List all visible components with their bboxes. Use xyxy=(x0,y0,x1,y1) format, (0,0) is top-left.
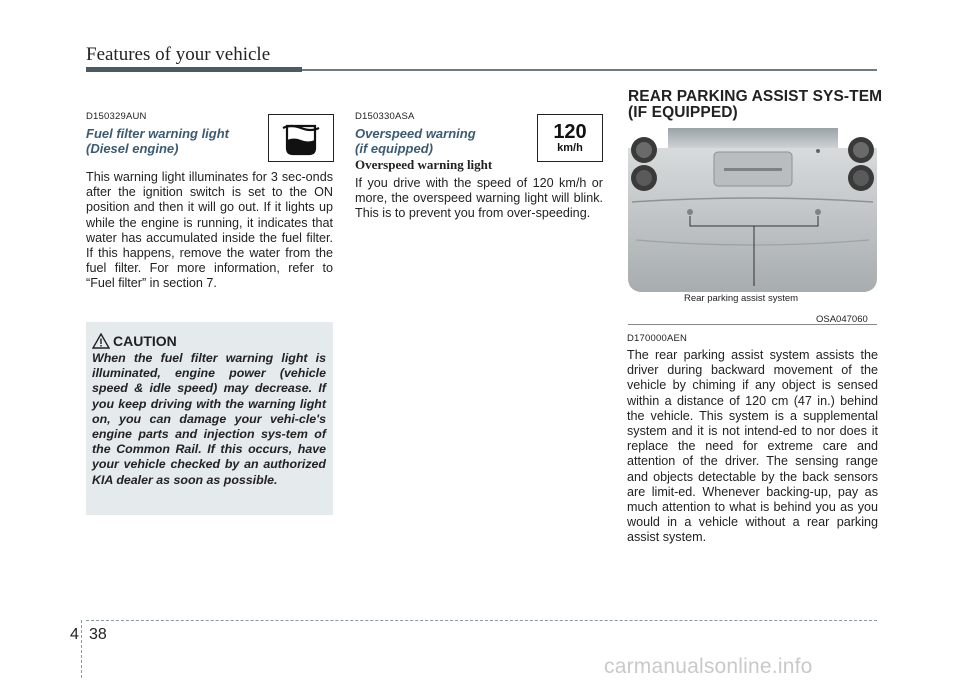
fuel-filter-water-icon xyxy=(268,114,334,162)
warning-triangle-icon xyxy=(92,333,110,349)
fuel-filter-body: This warning light illuminates for 3 sec-onds after the ignition switch is set to the ON position and then it will go out. If it lights up while the engine is running, it indicates that water has accumulated inside the fuel filter. If this happens, remove the water from the fuel filter. For more information, refer to “Fuel filter” in section 7. xyxy=(86,170,333,291)
chapter-number: 4 xyxy=(70,626,79,643)
page-number: 38 xyxy=(89,626,107,643)
overspeed-icon-value: 120 xyxy=(553,120,587,143)
rear-parking-body: The rear parking assist system assists the driver during backward movement of the vehicle by chiming if any object is sensed within a distance of 120 cm (47 in.) behind the vehicle. This system is a supplemental system and it is not intend-ed to nor does it replace the need for extreme care and attention of the driver. The sensing range and objects detectable by the back sensors are limit-ed. Whenever backing-up, pay as much attention to what is behind you as you would in a vehicle without a rear parking assist system. xyxy=(627,348,878,545)
caution-text: When the fuel filter warning light is illuminated, engine power (vehicle speed & idle speed) may decrease. If you keep driving with the warning light on, you can damage your vehi-cle's engine parts and injection sys-tem of the Common Rail. If this occurs, have your vehicle checked by an authorized KIA dealer as soon as possible. xyxy=(92,351,326,487)
photo-code: OSA047060 xyxy=(816,314,868,325)
subhead-line: (if equipped) xyxy=(355,141,433,156)
overspeed-icon-unit: km/h xyxy=(557,141,583,154)
section-title-rear-parking: REAR PARKING ASSIST SYS-TEM (IF EQUIPPED) xyxy=(628,88,883,121)
photo-caption: Rear parking assist system xyxy=(684,293,799,304)
overspeed-warning-icon xyxy=(537,114,603,162)
subhead-line: (Diesel engine) xyxy=(86,141,179,156)
header-rule xyxy=(302,69,877,71)
subhead-line: Fuel filter warning light xyxy=(86,126,229,141)
page-header-title: Features of your vehicle xyxy=(86,44,271,65)
section-code: D150329AUN xyxy=(86,111,147,122)
watermark: carmanualsonline.info xyxy=(604,655,813,678)
footer-rule xyxy=(86,620,877,621)
caution-title: CAUTION xyxy=(113,333,177,349)
header-bar xyxy=(86,67,302,72)
overspeed-body: If you drive with the speed of 120 km/h or more, the overspeed warning light will blink. This is to prevent you from over-speeding. xyxy=(355,176,603,221)
subhead-line: Overspeed warning xyxy=(355,126,476,141)
section-code: D150330ASA xyxy=(355,111,415,122)
footer-divider xyxy=(81,620,82,678)
section-code: D170000AEN xyxy=(627,333,688,344)
overspeed-bold-label: Overspeed warning light xyxy=(355,157,493,172)
subhead-fuel-filter xyxy=(86,126,229,156)
subhead-overspeed xyxy=(355,126,476,156)
